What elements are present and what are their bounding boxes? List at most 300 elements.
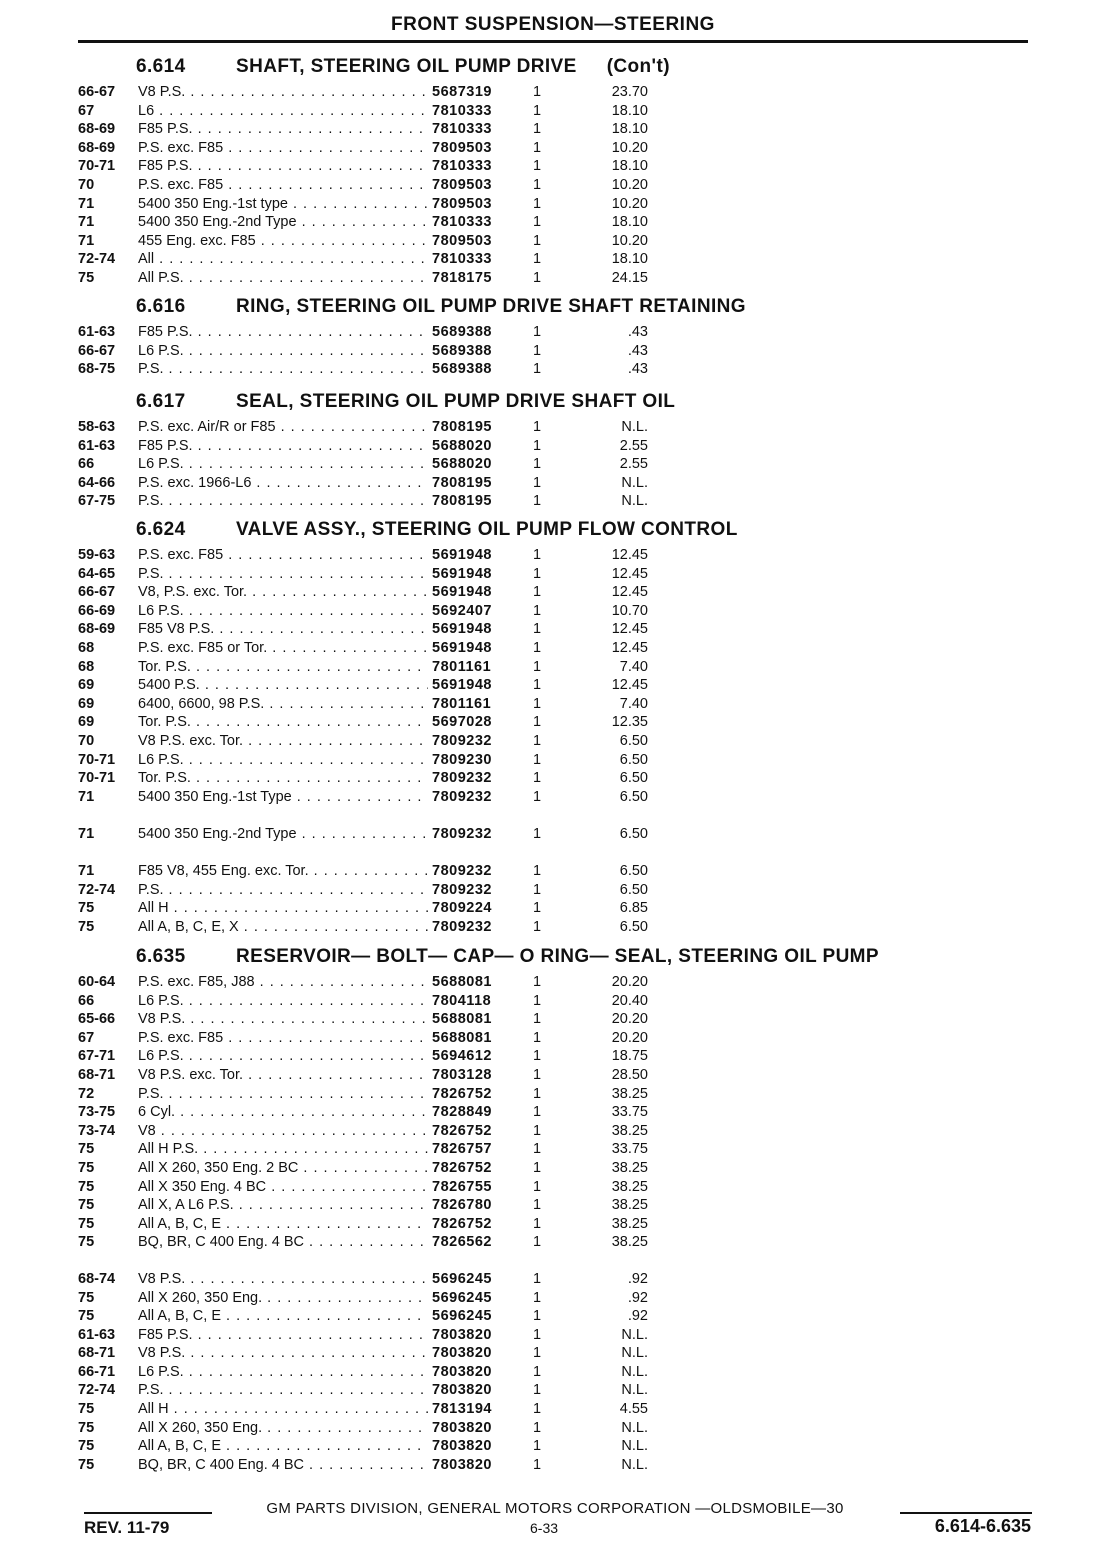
year-range: 68 <box>78 658 95 675</box>
price: .92 <box>627 1270 648 1287</box>
quantity: 1 <box>533 493 542 510</box>
quantity: 1 <box>533 121 542 138</box>
year-range: 75 <box>78 1456 95 1473</box>
price: 2.55 <box>619 456 648 473</box>
part-number: 7828849 <box>428 1103 492 1122</box>
price: 38.25 <box>611 1085 648 1102</box>
part-number: 5697028 <box>428 713 492 732</box>
parts-row <box>78 546 1028 565</box>
quantity: 1 <box>533 1066 542 1083</box>
part-number: 7810333 <box>428 120 492 139</box>
section-number: 6.614 <box>136 56 186 77</box>
price: N.L. <box>621 493 648 510</box>
quantity: 1 <box>533 1345 542 1362</box>
year-range: 69 <box>78 677 95 694</box>
parts-row <box>78 658 1028 677</box>
model-description: F85 P.S. . . . <box>138 120 438 139</box>
section-number: 6.617 <box>136 391 186 412</box>
catalog-section <box>78 391 1028 511</box>
price: N.L. <box>621 419 648 435</box>
page-header-title: FRONT SUSPENSION—STEERING <box>391 14 715 35</box>
quantity: 1 <box>533 437 542 454</box>
quantity: 1 <box>533 714 542 731</box>
quantity: 1 <box>533 1104 542 1121</box>
parts-row <box>78 825 1028 862</box>
part-number: 7803128 <box>428 1066 492 1085</box>
quantity: 1 <box>533 658 542 675</box>
parts-row <box>78 1047 1028 1066</box>
price: 12.45 <box>611 584 648 601</box>
year-range: 66-67 <box>78 84 116 100</box>
parts-row <box>78 418 1028 437</box>
price: 6.50 <box>619 881 648 898</box>
year-range: 66 <box>78 992 95 1009</box>
price: 6.50 <box>619 788 648 805</box>
part-number: 7809232 <box>428 918 492 937</box>
year-range: 75 <box>78 1159 95 1176</box>
model-description: V8 P.S. exc. Tor. . . . <box>138 1066 438 1085</box>
model-description: V8 P.S. . . . <box>138 83 438 102</box>
part-number: 5691948 <box>428 546 492 565</box>
quantity: 1 <box>533 825 542 842</box>
part-number: 7809503 <box>428 176 492 195</box>
parts-row <box>78 695 1028 714</box>
quantity: 1 <box>533 732 542 749</box>
parts-row <box>78 862 1028 881</box>
parts-row <box>78 1289 1028 1308</box>
section-title: RING, STEERING OIL PUMP DRIVE SHAFT RETAINING <box>236 296 746 317</box>
quantity: 1 <box>533 621 542 638</box>
year-range: 70 <box>78 732 95 749</box>
section-title: VALVE ASSY., STEERING OIL PUMP FLOW CONTROL <box>236 519 738 540</box>
price: 20.20 <box>611 1011 648 1028</box>
model-description: 5400 350 Eng.-2nd Type . . . <box>138 213 438 232</box>
price: 6.50 <box>619 751 648 768</box>
catalog-section <box>78 519 1028 936</box>
year-range: 58-63 <box>78 419 116 435</box>
section-number: 6.635 <box>136 946 186 967</box>
year-range: 67-75 <box>78 493 116 510</box>
part-number: 7826752 <box>428 1159 492 1178</box>
part-number: 7803820 <box>428 1437 492 1456</box>
parts-row <box>78 583 1028 602</box>
quantity: 1 <box>533 419 542 435</box>
parts-row <box>78 881 1028 900</box>
parts-row <box>78 1419 1028 1438</box>
parts-row <box>78 83 1028 102</box>
quantity: 1 <box>533 1048 542 1065</box>
model-description: L6 P.S. . . . <box>138 455 438 474</box>
quantity: 1 <box>533 232 542 249</box>
parts-row <box>78 195 1028 214</box>
price: 38.25 <box>611 1197 648 1214</box>
quantity: 1 <box>533 139 542 156</box>
price: 10.20 <box>611 176 648 193</box>
model-description: All A, B, C, E . . . <box>138 1437 438 1456</box>
parts-row <box>78 157 1028 176</box>
section-title: SEAL, STEERING OIL PUMP DRIVE SHAFT OIL <box>236 391 676 412</box>
part-number: 7826752 <box>428 1085 492 1104</box>
price: 18.10 <box>611 251 648 268</box>
part-number: 7809232 <box>428 862 492 881</box>
part-number: 5692407 <box>428 602 492 621</box>
model-description: Tor. P.S. . . . <box>138 658 438 677</box>
price: 4.55 <box>619 1401 648 1418</box>
parts-row <box>78 1456 1028 1475</box>
quantity: 1 <box>533 1382 542 1399</box>
part-number: 5696245 <box>428 1270 492 1289</box>
model-description: V8 P.S. . . . <box>138 1344 438 1363</box>
price: N.L. <box>621 1438 648 1455</box>
price: 28.50 <box>611 1066 648 1083</box>
parts-row <box>78 676 1028 695</box>
quantity: 1 <box>533 677 542 694</box>
price: N.L. <box>621 1326 648 1343</box>
model-description: All H P.S. . . . <box>138 1140 438 1159</box>
year-range: 73-74 <box>78 1122 116 1139</box>
year-range: 70-71 <box>78 751 116 768</box>
model-description: Tor. P.S. . . . <box>138 769 438 788</box>
part-number: 7809503 <box>428 139 492 158</box>
quantity: 1 <box>533 1029 542 1046</box>
part-number: 7810333 <box>428 250 492 269</box>
year-range: 72-74 <box>78 251 116 268</box>
quantity: 1 <box>533 102 542 119</box>
year-range: 67 <box>78 102 95 119</box>
year-range: 71 <box>78 214 95 231</box>
model-description: P.S. . . . <box>138 492 438 511</box>
model-description: V8 . . . <box>138 1122 438 1141</box>
model-description: 5400 350 Eng.-1st Type . . . <box>138 788 438 807</box>
part-number: 7826755 <box>428 1178 492 1197</box>
parts-row <box>78 1344 1028 1363</box>
part-number: 5688020 <box>428 455 492 474</box>
parts-row <box>78 139 1028 158</box>
quantity: 1 <box>533 1197 542 1214</box>
section-heading <box>78 391 1028 418</box>
part-number: 7809230 <box>428 751 492 770</box>
year-range: 68-69 <box>78 121 116 138</box>
parts-row <box>78 250 1028 269</box>
model-description: P.S. exc. F85 . . . <box>138 546 438 565</box>
price: 18.75 <box>611 1048 648 1065</box>
part-number: 5691948 <box>428 565 492 584</box>
year-range: 75 <box>78 1308 95 1325</box>
price: 10.20 <box>611 195 648 212</box>
quantity: 1 <box>533 251 542 268</box>
year-range: 70-71 <box>78 158 116 175</box>
year-range: 75 <box>78 1234 95 1251</box>
year-range: 75 <box>78 1197 95 1214</box>
model-description: L6 P.S. . . . <box>138 751 438 770</box>
model-description: P.S. exc. F85 . . . <box>138 176 438 195</box>
model-description: All P.S. . . . <box>138 269 438 288</box>
parts-row <box>78 620 1028 639</box>
part-number: 7809232 <box>428 825 492 844</box>
parts-row <box>78 437 1028 456</box>
model-description: P.S. exc. F85 . . . <box>138 1029 438 1048</box>
parts-row <box>78 1178 1028 1197</box>
year-range: 72-74 <box>78 1382 116 1399</box>
model-description: P.S. . . . <box>138 881 438 900</box>
price: 12.45 <box>611 547 648 563</box>
year-range: 66-69 <box>78 602 116 619</box>
price: 10.20 <box>611 232 648 249</box>
parts-row <box>78 474 1028 493</box>
model-description: P.S. exc. Air/R or F85 . . . <box>138 418 438 437</box>
model-description: All H . . . <box>138 1400 438 1419</box>
quantity: 1 <box>533 602 542 619</box>
price: 12.45 <box>611 677 648 694</box>
price: 38.25 <box>611 1178 648 1195</box>
model-description: P.S. exc. F85 or Tor. . . . <box>138 639 438 658</box>
year-range: 71 <box>78 863 95 880</box>
quantity: 1 <box>533 918 542 935</box>
quantity: 1 <box>533 565 542 582</box>
year-range: 67 <box>78 1029 95 1046</box>
part-number: 7826780 <box>428 1196 492 1215</box>
part-number: 7803820 <box>428 1456 492 1475</box>
header-rule <box>78 40 1028 43</box>
price: 12.35 <box>611 714 648 731</box>
parts-row <box>78 973 1028 992</box>
quantity: 1 <box>533 881 542 898</box>
model-description: 6400, 6600, 98 P.S. . . . <box>138 695 438 714</box>
part-number: 7809232 <box>428 769 492 788</box>
price: 6.50 <box>619 918 648 935</box>
model-description: All X, A L6 P.S. . . . <box>138 1196 438 1215</box>
parts-row <box>78 492 1028 511</box>
model-description: L6 P.S. . . . <box>138 342 438 361</box>
price: 10.20 <box>611 139 648 156</box>
quantity: 1 <box>533 751 542 768</box>
section-range: 6.614-6.635 <box>934 1516 1031 1536</box>
part-number: 7803820 <box>428 1363 492 1382</box>
parts-row <box>78 1085 1028 1104</box>
footer-rule-right <box>900 1512 1032 1514</box>
year-range: 69 <box>78 695 95 712</box>
model-description: P.S. . . . <box>138 565 438 584</box>
year-range: 67-71 <box>78 1048 116 1065</box>
parts-row <box>78 1196 1028 1215</box>
part-number: 7826752 <box>428 1215 492 1234</box>
price: .43 <box>627 361 648 378</box>
price: .92 <box>627 1289 648 1306</box>
price: 7.40 <box>619 695 648 712</box>
price: .43 <box>627 342 648 359</box>
quantity: 1 <box>533 1141 542 1158</box>
quantity: 1 <box>533 214 542 231</box>
part-number: 5691948 <box>428 639 492 658</box>
price: N.L. <box>621 1419 648 1436</box>
quantity: 1 <box>533 863 542 880</box>
part-number: 7810333 <box>428 102 492 121</box>
year-range: 75 <box>78 1178 95 1195</box>
parts-row <box>78 1140 1028 1159</box>
part-number: 5688081 <box>428 1029 492 1048</box>
part-number: 7809503 <box>428 232 492 251</box>
model-description: 5400 350 Eng.-1st type . . . <box>138 195 438 214</box>
parts-row <box>78 102 1028 121</box>
quantity: 1 <box>533 474 542 491</box>
price: 38.25 <box>611 1234 648 1251</box>
year-range: 75 <box>78 1438 95 1455</box>
price: 12.45 <box>611 565 648 582</box>
parts-row <box>78 1010 1028 1029</box>
quantity: 1 <box>533 1234 542 1251</box>
parts-row <box>78 713 1028 732</box>
parts-row <box>78 120 1028 139</box>
model-description: V8 P.S. . . . <box>138 1270 438 1289</box>
price: 6.50 <box>619 825 648 842</box>
price: 38.25 <box>611 1159 648 1176</box>
price: 33.75 <box>611 1141 648 1158</box>
part-number: 7810333 <box>428 213 492 232</box>
price: 7.40 <box>619 658 648 675</box>
quantity: 1 <box>533 1159 542 1176</box>
parts-row <box>78 769 1028 788</box>
part-number: 7813194 <box>428 1400 492 1419</box>
year-range: 66-67 <box>78 342 116 359</box>
price: 6.50 <box>619 863 648 880</box>
quantity: 1 <box>533 770 542 787</box>
parts-row <box>78 342 1028 361</box>
year-range: 68-71 <box>78 1345 116 1362</box>
parts-row <box>78 1122 1028 1141</box>
price: N.L. <box>621 1363 648 1380</box>
model-description: All X 260, 350 Eng. . . . <box>138 1419 438 1438</box>
parts-row <box>78 1363 1028 1382</box>
quantity: 1 <box>533 1289 542 1306</box>
price: N.L. <box>621 1456 648 1473</box>
year-range: 68-71 <box>78 1066 116 1083</box>
part-number: 7808195 <box>428 474 492 493</box>
parts-row <box>78 1103 1028 1122</box>
part-number: 5694612 <box>428 1047 492 1066</box>
part-number: 7826757 <box>428 1140 492 1159</box>
price: 20.20 <box>611 974 648 990</box>
quantity: 1 <box>533 992 542 1009</box>
year-range: 68-74 <box>78 1270 116 1287</box>
section-number: 6.624 <box>136 519 186 540</box>
quantity: 1 <box>533 1363 542 1380</box>
quantity: 1 <box>533 900 542 917</box>
model-description: P.S. exc. F85 . . . <box>138 139 438 158</box>
model-description: BQ, BR, C 400 Eng. 4 BC . . . <box>138 1233 438 1252</box>
price: 12.45 <box>611 621 648 638</box>
model-description: 5400 P.S. . . . <box>138 676 438 695</box>
parts-row <box>78 639 1028 658</box>
price: 10.70 <box>611 602 648 619</box>
quantity: 1 <box>533 1308 542 1325</box>
part-number: 7826752 <box>428 1122 492 1141</box>
year-range: 70-71 <box>78 770 116 787</box>
year-range: 71 <box>78 788 95 805</box>
parts-row <box>78 1215 1028 1234</box>
quantity: 1 <box>533 695 542 712</box>
quantity: 1 <box>533 1456 542 1473</box>
quantity: 1 <box>533 547 542 563</box>
model-description: BQ, BR, C 400 Eng. 4 BC . . . <box>138 1456 438 1475</box>
model-description: L6 . . . <box>138 102 438 121</box>
model-description: V8, P.S. exc. Tor. . . . <box>138 583 438 602</box>
quantity: 1 <box>533 974 542 990</box>
price: .92 <box>627 1308 648 1325</box>
footer-publisher: GM PARTS DIVISION, GENERAL MOTORS CORPORATION —OLDSMOBILE—30 <box>266 1500 844 1517</box>
section-continued-label: (Con't) <box>606 56 670 77</box>
model-description: 5400 350 Eng.-2nd Type . . . <box>138 825 438 844</box>
price: 23.70 <box>611 84 648 100</box>
catalog-section <box>78 56 1028 288</box>
year-range: 61-63 <box>78 1326 116 1343</box>
parts-row <box>78 323 1028 342</box>
model-description: L6 P.S. . . . <box>138 602 438 621</box>
parts-row <box>78 992 1028 1011</box>
quantity: 1 <box>533 1326 542 1343</box>
year-range: 59-63 <box>78 547 116 563</box>
part-number: 7804118 <box>428 992 491 1011</box>
year-range: 61-63 <box>78 324 116 340</box>
model-description: All A, B, C, E . . . <box>138 1307 438 1326</box>
parts-row <box>78 269 1028 288</box>
quantity: 1 <box>533 1419 542 1436</box>
section-heading <box>78 519 1028 546</box>
year-range: 64-65 <box>78 565 116 582</box>
year-range: 75 <box>78 1289 95 1306</box>
year-range: 75 <box>78 1401 95 1418</box>
parts-row <box>78 1437 1028 1456</box>
price: 33.75 <box>611 1104 648 1121</box>
model-description: V8 P.S. . . . <box>138 1010 438 1029</box>
model-description: F85 P.S. . . . <box>138 1326 438 1345</box>
part-number: 7801161 <box>428 658 491 677</box>
parts-row <box>78 788 1028 825</box>
quantity: 1 <box>533 342 542 359</box>
part-number: 7809503 <box>428 195 492 214</box>
model-description: All . . . <box>138 250 438 269</box>
price: 6.50 <box>619 732 648 749</box>
model-description: F85 V8 P.S. . . . <box>138 620 438 639</box>
parts-row <box>78 1270 1028 1289</box>
part-number: 5696245 <box>428 1289 492 1308</box>
parts-row <box>78 1066 1028 1085</box>
parts-row <box>78 918 1028 937</box>
quantity: 1 <box>533 324 542 340</box>
year-range: 71 <box>78 232 95 249</box>
price: .43 <box>627 324 648 340</box>
part-number: 7801161 <box>428 695 491 714</box>
year-range: 71 <box>78 825 95 842</box>
price: 18.10 <box>611 158 648 175</box>
model-description: L6 P.S. . . . <box>138 992 438 1011</box>
year-range: 68 <box>78 639 95 656</box>
section-heading <box>78 56 1028 83</box>
part-number: 7803820 <box>428 1344 492 1363</box>
year-range: 75 <box>78 918 95 935</box>
parts-row <box>78 751 1028 770</box>
quantity: 1 <box>533 639 542 656</box>
part-number: 7810333 <box>428 157 492 176</box>
quantity: 1 <box>533 158 542 175</box>
catalog-section <box>78 946 1028 1474</box>
quantity: 1 <box>533 195 542 212</box>
part-number: 7808195 <box>428 418 492 437</box>
quantity: 1 <box>533 1178 542 1195</box>
section-title: RESERVOIR— BOLT— CAP— O RING— SEAL, STEERING OIL PUMP <box>236 946 879 967</box>
year-range: 66 <box>78 456 95 473</box>
price: 38.25 <box>611 1122 648 1139</box>
year-range: 72 <box>78 1085 95 1102</box>
